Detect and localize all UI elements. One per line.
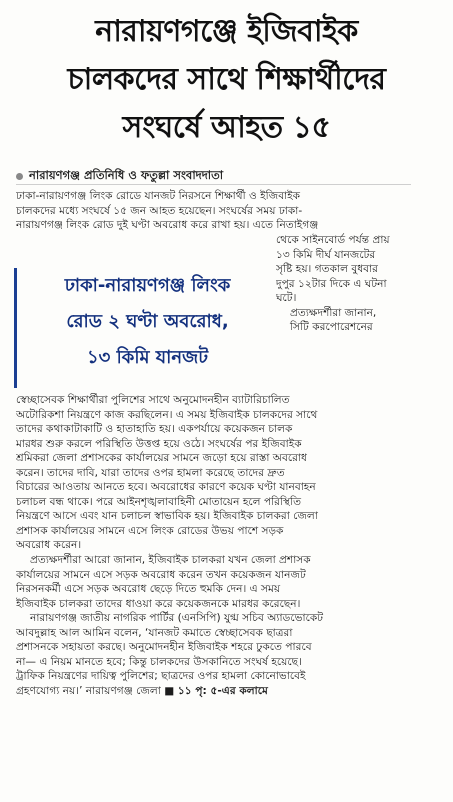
- text-line: কার্যালয়ের সামনে এসে সড়ক অবরোধ করেন তখন কয়েকজন যানজট: [16, 568, 306, 581]
- text-line: মারধর শুরু করলে পরিস্থিতি উত্তপ্ত হয়ে ওঠে। সংঘর্ষের পর ইজিবাইক: [16, 437, 302, 450]
- pull-quote: [14, 268, 266, 388]
- text-line: নারায়ণগঞ্জ লিংক রোড দুই ঘণ্টা অবরোধ করে রাখা হয়। এতে নিতাইগঞ্জ: [16, 219, 319, 232]
- text-line: ১৩ কিমি দীর্ঘ যানজটের: [276, 248, 376, 261]
- text-line: নিরসনকর্মী এসে সড়ক অবরোধ ছেড়ে দিতে হুমকি দেন। এ সময়: [16, 583, 281, 596]
- text-line: তাদের কথাকাটাকাটি ও হাতাহাতি হয়। একপর্যায়ে কয়েকজন চালক: [16, 423, 293, 436]
- text-line: [16, 684, 436, 699]
- text-line: শ্রমিকরা জেলা প্রশাসকের কার্যালয়ের সামনে জড়ো হয়ে রাস্তা অবরোধ: [16, 452, 307, 465]
- text-line: চালকদের মধ্যে সংঘর্ষে ১৫ জন আহত হয়েছেন। সংঘর্ষের সময় ঢাকা-: [16, 204, 303, 217]
- headline-line: নারায়ণগঞ্জে ইজিবাইক: [95, 14, 358, 49]
- bullet-icon: [16, 173, 23, 180]
- pull-quote-line: ১৩ কিমি যানজট: [86, 347, 209, 368]
- text-line: দুপুর ১২টার দিকে এ ঘটনা: [276, 277, 387, 290]
- intro-paragraph: [16, 189, 436, 233]
- text-line: অবরোধ করেন।: [16, 539, 82, 552]
- text-line: সিটি করপোরেশনের: [290, 321, 373, 334]
- text-line: সৃষ্টি হয়। গতকাল বুধবার: [276, 263, 378, 276]
- byline-text: নারায়ণগঞ্জ প্রতিনিধি ও ফতুল্লা সংবাদদাতা: [29, 168, 224, 182]
- text-line: প্রত্যক্ষদর্শীরা জানান,: [290, 306, 377, 319]
- continued-on-page: ■ ১১ পৃ: ৫-এর কলামে: [164, 684, 268, 697]
- last-line-text: গ্রহণযোগ্য নয়।’ নারায়ণগঞ্জ জেলা: [16, 684, 161, 697]
- text-line: প্রশাসনকে সহায়তা করছে। অনুমোদনহীন ইজিবাইক শহরে ঢুকতে পারবে: [16, 641, 312, 654]
- text-line: বিচারের আওতায় আনতে হবে। অবরোধের কারণে কয়েক ঘণ্টা যানবাহন: [16, 481, 316, 494]
- text-line: ট্রাফিক নিয়ন্ত্রণের দায়িত্ব পুলিশের; ছাত্রদের ওপর হামলা কোনোভাবেই: [16, 670, 306, 683]
- text-line: আবদুল্লাহ আল আমিন বলেন, ‘যানজট কমাতে স্বেচ্ছাসেবক ছাত্ররা: [16, 626, 293, 639]
- side-column: [276, 233, 436, 335]
- text-line: ঢাকা-নারায়ণগঞ্জ লিংক রোডে যানজট নিরসনে শিক্ষার্থী ও ইজিবাইক: [16, 190, 301, 202]
- text-line: নিয়ন্ত্রণে আসে এবং যান চলাচল স্বাভাবিক হয়। ইজিবাইক চালকরা জেলা: [16, 510, 318, 523]
- pull-quote-line: ঢাকা-নারায়ণগঞ্জ লিংক: [64, 275, 231, 296]
- divider: [16, 184, 411, 185]
- pull-quote-line: রোড ২ ঘণ্টা অবরোধ,: [66, 311, 229, 332]
- text-line: অটোরিকশা নিয়ন্ত্রণে কাজ করছিলেন। এ সময় ইজিবাইক চালকদের সাথে: [16, 408, 318, 421]
- headline-line: চালকদের সাথে শিক্ষার্থীদের: [67, 62, 386, 97]
- text-line: ইজিবাইক চালকরা তাদের ধাওয়া করে কয়েকজনকে মারধর করেছেন।: [16, 597, 301, 610]
- text-line: নারায়ণগঞ্জ জাতীয় নাগরিক পার্টির (এনসিপি) যুগ্ম সচিব অ্যাডভোকেট: [30, 612, 324, 625]
- text-line: প্রত্যক্ষদর্শীরা আরো জানান, ইজিবাইক চালকরা যখন জেলা প্রশাসক: [30, 554, 311, 567]
- headline: [10, 8, 443, 152]
- text-line: থেকে সাইনবোর্ড পর্যন্ত প্রায়: [276, 234, 390, 246]
- text-line: করেন। তাদের দাবি, যারা তাদের ওপর হামলা করেছে তাদের দ্রুত: [16, 466, 285, 479]
- headline-line: সংঘর্ষে আহত ১৫: [122, 110, 331, 145]
- text-line: ঘটে।: [276, 292, 297, 305]
- text-line: স্বেচ্ছাসেবক শিক্ষার্থীরা পুলিশের সাথে অনুমোদনহীন ব্যাটারিচালিত: [16, 394, 290, 406]
- text-line: চলাচল বন্ধ থাকে। পরে আইনশৃঙ্খলাবাহিনী মোতায়েন হলে পরিস্থিতি: [16, 495, 302, 508]
- body-paragraph: [16, 393, 436, 698]
- text-line: না— এ নিয়ম মানতে হবে; কিন্তু চালকদের উসকানিতে সংঘর্ষ হয়েছে।: [16, 655, 302, 668]
- text-line: প্রশাসক কার্যালয়ের সামনে এসে লিংক রোডের উভয় পাশে সড়ক: [16, 524, 284, 537]
